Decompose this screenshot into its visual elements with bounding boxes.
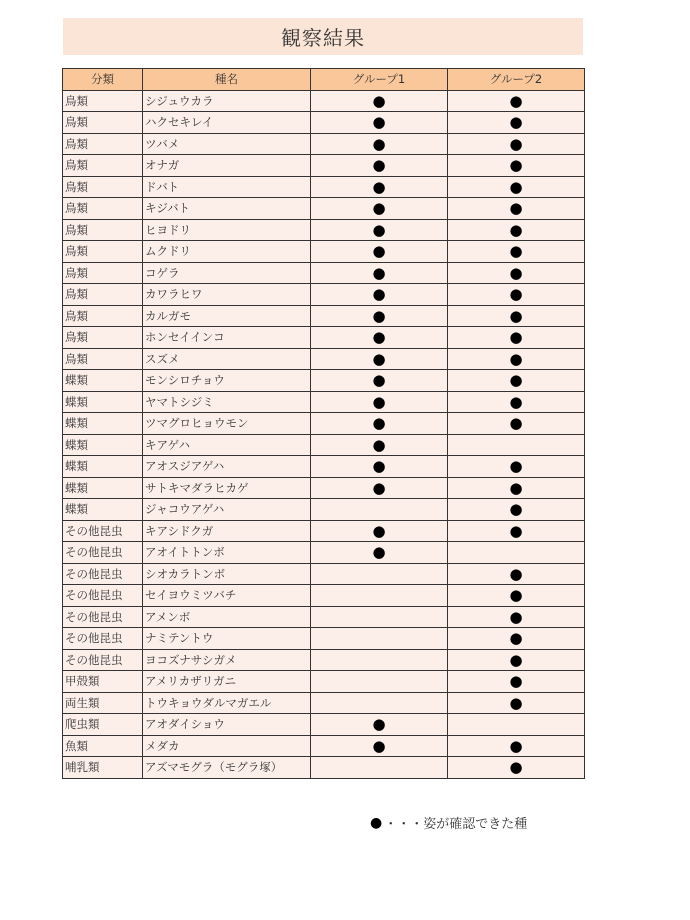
table-row: [63, 327, 585, 349]
group2-mark-cell: ●: [448, 262, 585, 284]
table-row: [63, 413, 585, 435]
category-cell: その他昆虫: [63, 628, 143, 650]
category-cell: その他昆虫: [63, 542, 143, 564]
table-row: [63, 241, 585, 263]
species-cell: アオダイショウ: [143, 714, 311, 736]
group2-mark-cell: ●: [448, 757, 585, 779]
page-title: 観察結果: [63, 18, 583, 55]
group2-mark-cell: ●: [448, 456, 585, 478]
group2-mark-cell: ●: [448, 198, 585, 220]
table-row: [63, 714, 585, 736]
table-row: [63, 585, 585, 607]
category-cell: 鳥類: [63, 327, 143, 349]
category-cell: 蝶類: [63, 434, 143, 456]
group2-mark-cell: ●: [448, 585, 585, 607]
group1-mark-cell: ●: [311, 155, 448, 177]
species-cell: ジャコウアゲハ: [143, 499, 311, 521]
group2-mark-cell: ●: [448, 692, 585, 714]
table-row: [63, 133, 585, 155]
group2-mark-cell: ●: [448, 499, 585, 521]
group2-mark-cell: ●: [448, 477, 585, 499]
category-cell: 鳥類: [63, 112, 143, 134]
table-row: [63, 606, 585, 628]
category-cell: 蝶類: [63, 391, 143, 413]
species-cell: アオイトトンボ: [143, 542, 311, 564]
species-cell: ヨコズナサシガメ: [143, 649, 311, 671]
category-cell: 鳥類: [63, 133, 143, 155]
category-cell: 蝶類: [63, 477, 143, 499]
header-category: 分類: [63, 69, 143, 91]
table-row: [63, 305, 585, 327]
species-cell: スズメ: [143, 348, 311, 370]
category-cell: その他昆虫: [63, 649, 143, 671]
species-cell: シジュウカラ: [143, 90, 311, 112]
group2-mark-cell: ●: [448, 520, 585, 542]
species-cell: セイヨウミツバチ: [143, 585, 311, 607]
group1-mark-cell: ●: [311, 413, 448, 435]
group1-mark-cell: [311, 585, 448, 607]
species-cell: アメンボ: [143, 606, 311, 628]
category-cell: 鳥類: [63, 219, 143, 241]
category-cell: 鳥類: [63, 284, 143, 306]
table-body: [63, 90, 585, 778]
group1-mark-cell: [311, 649, 448, 671]
species-cell: オナガ: [143, 155, 311, 177]
species-cell: カワラヒワ: [143, 284, 311, 306]
group1-mark-cell: [311, 563, 448, 585]
group1-mark-cell: [311, 671, 448, 693]
category-cell: 鳥類: [63, 262, 143, 284]
header-group1: グループ1: [311, 69, 448, 91]
table-row: [63, 262, 585, 284]
table-row: [63, 284, 585, 306]
observation-table: [62, 68, 585, 779]
table-row: [63, 477, 585, 499]
table-row: [63, 757, 585, 779]
group2-mark-cell: ●: [448, 649, 585, 671]
category-cell: 甲殻類: [63, 671, 143, 693]
category-cell: 両生類: [63, 692, 143, 714]
category-cell: 蝶類: [63, 456, 143, 478]
category-cell: 鳥類: [63, 348, 143, 370]
table-row: [63, 542, 585, 564]
group1-mark-cell: ●: [311, 262, 448, 284]
category-cell: 爬虫類: [63, 714, 143, 736]
species-cell: ホンセイインコ: [143, 327, 311, 349]
species-cell: ムクドリ: [143, 241, 311, 263]
category-cell: その他昆虫: [63, 585, 143, 607]
species-cell: コゲラ: [143, 262, 311, 284]
species-cell: ヤマトシジミ: [143, 391, 311, 413]
group1-mark-cell: ●: [311, 305, 448, 327]
group2-mark-cell: ●: [448, 133, 585, 155]
group1-mark-cell: ●: [311, 370, 448, 392]
group2-mark-cell: ●: [448, 241, 585, 263]
group1-mark-cell: ●: [311, 542, 448, 564]
table-row: [63, 563, 585, 585]
group1-mark-cell: ●: [311, 456, 448, 478]
table-row: [63, 692, 585, 714]
table-row: [63, 176, 585, 198]
category-cell: 鳥類: [63, 90, 143, 112]
table-row: [63, 112, 585, 134]
category-cell: 鳥類: [63, 155, 143, 177]
group1-mark-cell: [311, 692, 448, 714]
table-row: [63, 198, 585, 220]
category-cell: 魚類: [63, 735, 143, 757]
species-cell: シオカラトンボ: [143, 563, 311, 585]
group2-mark-cell: ●: [448, 348, 585, 370]
group1-mark-cell: ●: [311, 219, 448, 241]
group2-mark-cell: ●: [448, 305, 585, 327]
group2-mark-cell: [448, 714, 585, 736]
header-group2: グループ2: [448, 69, 585, 91]
group2-mark-cell: ●: [448, 735, 585, 757]
category-cell: 蝶類: [63, 499, 143, 521]
group2-mark-cell: ●: [448, 284, 585, 306]
category-cell: 蝶類: [63, 370, 143, 392]
species-cell: ドバト: [143, 176, 311, 198]
group1-mark-cell: ●: [311, 714, 448, 736]
species-cell: ハクセキレイ: [143, 112, 311, 134]
species-cell: トウキョウダルマガエル: [143, 692, 311, 714]
table-row: [63, 499, 585, 521]
group1-mark-cell: ●: [311, 284, 448, 306]
group1-mark-cell: ●: [311, 327, 448, 349]
species-cell: ヒヨドリ: [143, 219, 311, 241]
species-cell: キアゲハ: [143, 434, 311, 456]
group2-mark-cell: ●: [448, 370, 585, 392]
species-cell: ナミテントウ: [143, 628, 311, 650]
table-row: [63, 219, 585, 241]
group1-mark-cell: ●: [311, 391, 448, 413]
group1-mark-cell: ●: [311, 90, 448, 112]
group2-mark-cell: ●: [448, 671, 585, 693]
table-row: [63, 348, 585, 370]
group2-mark-cell: ●: [448, 155, 585, 177]
species-cell: ツマグロヒョウモン: [143, 413, 311, 435]
legend: [370, 813, 527, 832]
category-cell: 鳥類: [63, 176, 143, 198]
table-row: [63, 628, 585, 650]
table-row: [63, 434, 585, 456]
species-cell: キジバト: [143, 198, 311, 220]
group1-mark-cell: ●: [311, 520, 448, 542]
group2-mark-cell: ●: [448, 563, 585, 585]
table-row: [63, 456, 585, 478]
category-cell: 蝶類: [63, 413, 143, 435]
group1-mark-cell: ●: [311, 477, 448, 499]
table-row: [63, 735, 585, 757]
group1-mark-cell: [311, 628, 448, 650]
group2-mark-cell: ●: [448, 327, 585, 349]
species-cell: ツバメ: [143, 133, 311, 155]
group2-mark-cell: ●: [448, 176, 585, 198]
category-cell: 鳥類: [63, 305, 143, 327]
group1-mark-cell: [311, 606, 448, 628]
species-cell: アメリカザリガニ: [143, 671, 311, 693]
table-row: [63, 649, 585, 671]
group1-mark-cell: ●: [311, 112, 448, 134]
species-cell: メダカ: [143, 735, 311, 757]
table-row: [63, 370, 585, 392]
header-species: 種名: [143, 69, 311, 91]
legend-text: ・・・姿が確認できた種: [384, 817, 528, 832]
group2-mark-cell: ●: [448, 219, 585, 241]
group2-mark-cell: ●: [448, 112, 585, 134]
table-row: [63, 520, 585, 542]
group1-mark-cell: ●: [311, 348, 448, 370]
table-header-row: [63, 69, 585, 91]
group1-mark-cell: ●: [311, 176, 448, 198]
species-cell: アオスジアゲハ: [143, 456, 311, 478]
group2-mark-cell: [448, 542, 585, 564]
species-cell: モンシロチョウ: [143, 370, 311, 392]
species-cell: アズマモグラ（モグラ塚）: [143, 757, 311, 779]
table-row: [63, 90, 585, 112]
group2-mark-cell: ●: [448, 606, 585, 628]
category-cell: その他昆虫: [63, 563, 143, 585]
table-row: [63, 155, 585, 177]
category-cell: 鳥類: [63, 241, 143, 263]
group1-mark-cell: ●: [311, 241, 448, 263]
group1-mark-cell: ●: [311, 434, 448, 456]
group2-mark-cell: ●: [448, 628, 585, 650]
group1-mark-cell: ●: [311, 198, 448, 220]
group1-mark-cell: ●: [311, 735, 448, 757]
species-cell: サトキマダラヒカゲ: [143, 477, 311, 499]
category-cell: その他昆虫: [63, 520, 143, 542]
filled-circle-icon: ●: [370, 814, 383, 831]
group2-mark-cell: [448, 434, 585, 456]
group2-mark-cell: ●: [448, 391, 585, 413]
group2-mark-cell: ●: [448, 90, 585, 112]
table-row: [63, 391, 585, 413]
category-cell: その他昆虫: [63, 606, 143, 628]
category-cell: 鳥類: [63, 198, 143, 220]
category-cell: 哺乳類: [63, 757, 143, 779]
group1-mark-cell: [311, 499, 448, 521]
group1-mark-cell: ●: [311, 133, 448, 155]
group1-mark-cell: [311, 757, 448, 779]
species-cell: キアシドクガ: [143, 520, 311, 542]
species-cell: カルガモ: [143, 305, 311, 327]
table-row: [63, 671, 585, 693]
group2-mark-cell: ●: [448, 413, 585, 435]
